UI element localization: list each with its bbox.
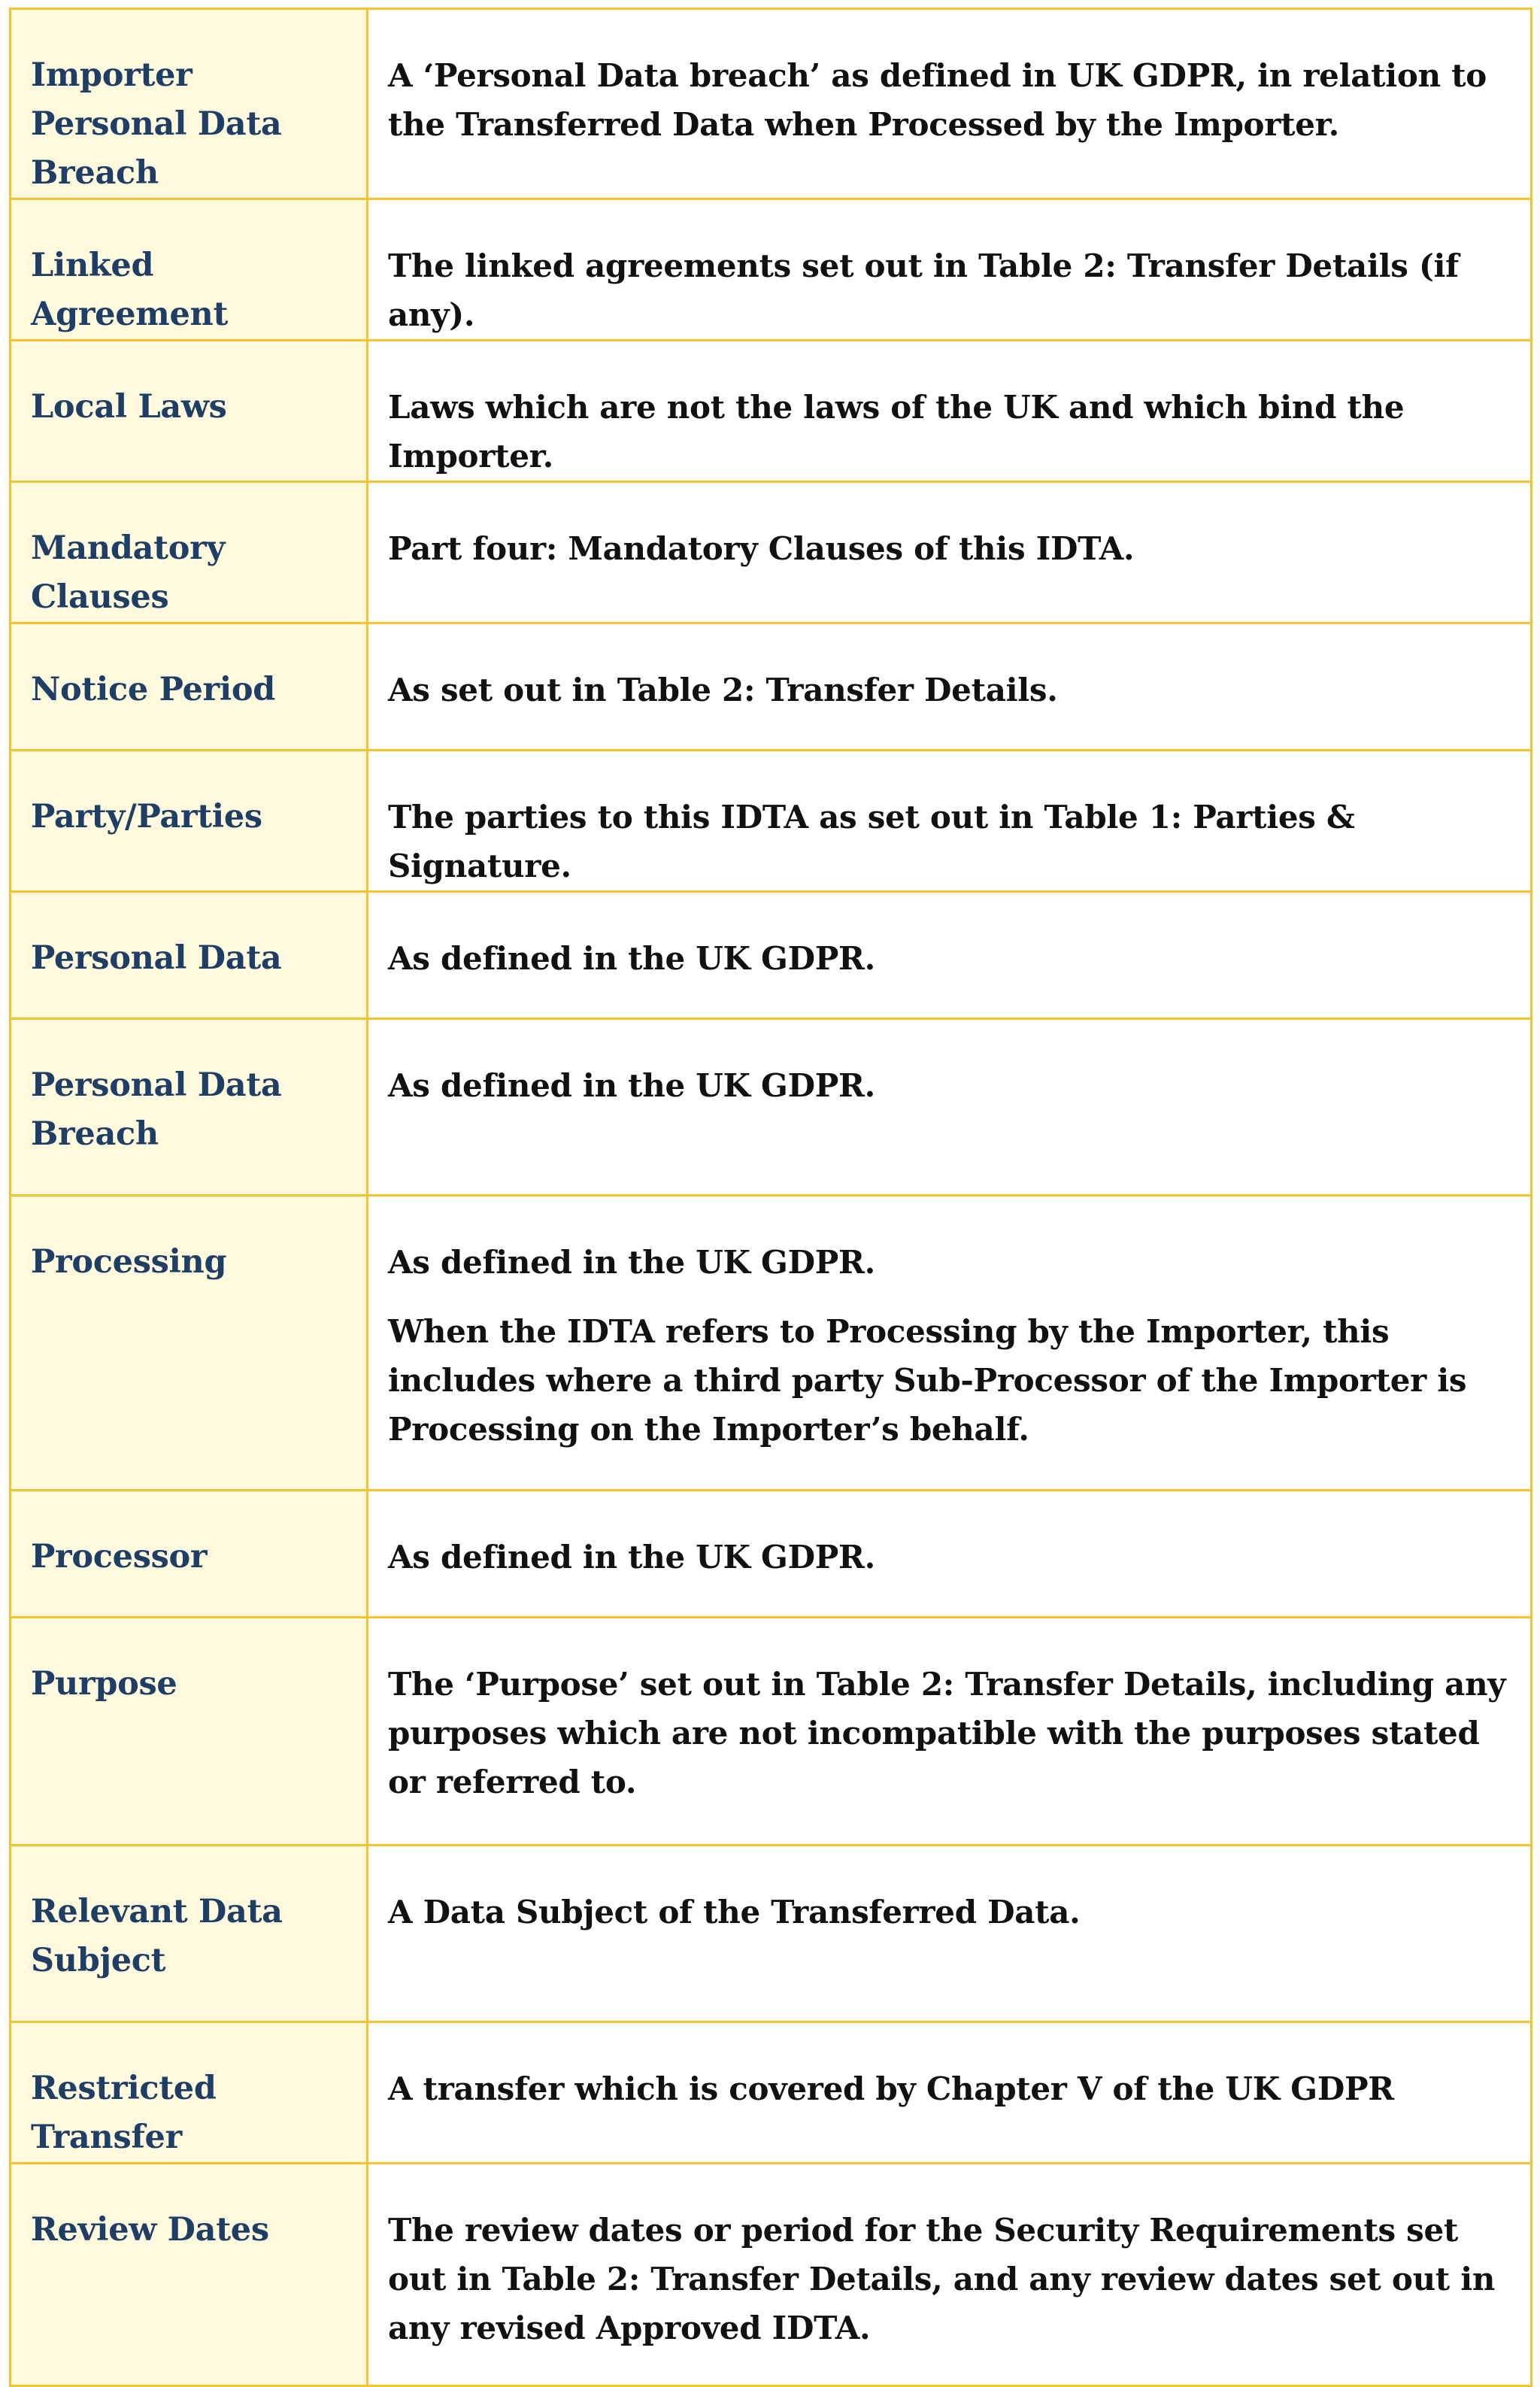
- definition-text: As defined in the UK GDPR.: [388, 1539, 875, 1576]
- definition-cell: [368, 623, 1532, 751]
- definition-row: [11, 482, 1532, 623]
- term-label: Importer Personal Data Breach: [31, 56, 282, 192]
- definition-text: The parties to this IDTA as set out in Table 1: Parties & Signature.: [388, 799, 1355, 884]
- definition-text: As defined in the UK GDPR.: [388, 940, 875, 977]
- term-label: Processing: [31, 1243, 227, 1281]
- term-cell: [11, 1196, 368, 1491]
- definition-text: A Data Subject of the Transferred Data.: [388, 1894, 1081, 1931]
- definition-cell: [368, 751, 1532, 892]
- definition-text: As set out in Table 2: Transfer Details.: [388, 672, 1058, 708]
- definition-row: [11, 751, 1532, 892]
- definition-cell: [368, 892, 1532, 1019]
- definition-row: [11, 1618, 1532, 1846]
- term-label: Notice Period: [31, 671, 276, 708]
- definition-text: The ‘Purpose’ set out in Table 2: Transfer Details, including any purposes which are not incompatible with the purposes stated or referred to.: [388, 1666, 1506, 1800]
- definition-row: [11, 9, 1532, 199]
- term-cell: [11, 9, 368, 199]
- definition-row: [11, 341, 1532, 482]
- definition-text: When the IDTA refers to Processing by the Importer, this includes where a third party Sub-Processor of the Importer is Processing on the Importer’s behalf.: [388, 1313, 1467, 1448]
- definition-cell: [368, 199, 1532, 341]
- definition-text: Laws which are not the laws of the UK and which bind the Importer.: [388, 389, 1405, 475]
- definition-row: [11, 2022, 1532, 2164]
- definition-cell: [368, 2164, 1532, 2386]
- term-label: Local Laws: [31, 388, 227, 426]
- definition-row: [11, 1196, 1532, 1491]
- term-label: Personal Data Breach: [31, 1066, 282, 1153]
- term-label: Review Dates: [31, 2211, 269, 2249]
- definition-row: [11, 1019, 1532, 1196]
- term-label: Restricted Transfer: [31, 2070, 217, 2156]
- term-cell: [11, 2022, 368, 2164]
- term-label: Relevant Data Subject: [31, 1893, 283, 1979]
- term-cell: [11, 341, 368, 482]
- definition-cell: [368, 9, 1532, 199]
- term-cell: [11, 1019, 368, 1196]
- definition-cell: [368, 1846, 1532, 2022]
- definition-cell: [368, 1019, 1532, 1196]
- term-cell: [11, 892, 368, 1019]
- definitions-table: [9, 8, 1532, 2387]
- term-cell: [11, 482, 368, 623]
- definition-cell: [368, 1491, 1532, 1618]
- definition-cell: [368, 2022, 1532, 2164]
- definition-text: The review dates or period for the Security Requirements set out in Table 2: Transfer Details, and any review dates set out in any revised Approved IDTA.: [388, 2212, 1496, 2346]
- term-label: Mandatory Clauses: [31, 529, 226, 616]
- definition-text: As defined in the UK GDPR.: [388, 1244, 875, 1281]
- term-label: Processor: [31, 1538, 208, 1576]
- definition-row: [11, 1491, 1532, 1618]
- definition-cell: [368, 1618, 1532, 1846]
- term-cell: [11, 1846, 368, 2022]
- term-cell: [11, 199, 368, 341]
- definition-text: The linked agreements set out in Table 2: Transfer Details (if any).: [388, 247, 1459, 333]
- term-label: Personal Data: [31, 939, 282, 977]
- definition-text: Part four: Mandatory Clauses of this IDTA.: [388, 530, 1135, 567]
- definition-row: [11, 199, 1532, 341]
- definition-cell: [368, 1196, 1532, 1491]
- definition-text: A ‘Personal Data breach’ as defined in UK GDPR, in relation to the Transferred Data when Processed by the Importer.: [388, 57, 1487, 143]
- term-cell: [11, 1618, 368, 1846]
- definition-cell: [368, 341, 1532, 482]
- term-cell: [11, 1491, 368, 1618]
- term-label: Party/Parties: [31, 798, 262, 836]
- definition-row: [11, 623, 1532, 751]
- term-cell: [11, 751, 368, 892]
- definition-text: A transfer which is covered by Chapter V of the UK GDPR: [388, 2070, 1394, 2107]
- term-cell: [11, 623, 368, 751]
- definition-text: As defined in the UK GDPR.: [388, 1067, 875, 1104]
- term-cell: [11, 2164, 368, 2386]
- definition-row: [11, 1846, 1532, 2022]
- definition-row: [11, 2164, 1532, 2386]
- term-label: Purpose: [31, 1665, 177, 1703]
- definition-cell: [368, 482, 1532, 623]
- definition-row: [11, 892, 1532, 1019]
- term-label: Linked Agreement: [31, 247, 229, 333]
